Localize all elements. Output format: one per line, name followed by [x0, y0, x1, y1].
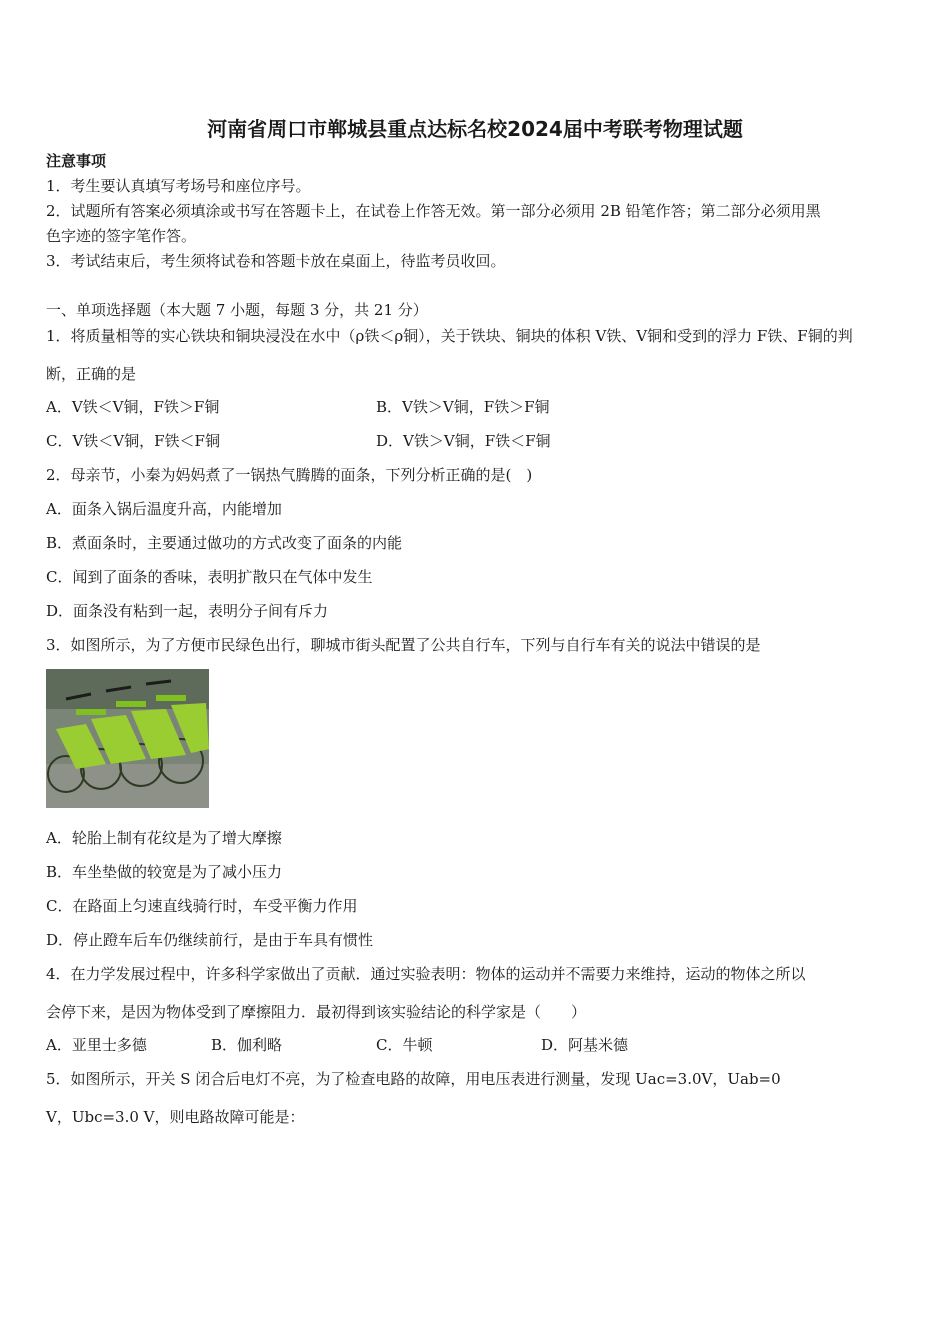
notice-item: 3．考试结束后，考生须将试卷和答题卡放在桌面上，待监考员收回。: [46, 252, 506, 270]
question-4-option-c: C．牛顿: [376, 1036, 433, 1054]
question-3-option-b: B．车坐垫做的较宽是为了减小压力: [46, 863, 283, 881]
notice-item: 1．考生要认真填写考场号和座位序号。: [46, 177, 311, 195]
question-2-option-a: A．面条入锅后温度升高，内能增加: [46, 500, 282, 518]
question-2-stem: 2．母亲节，小秦为妈妈煮了一锅热气腾腾的面条，下列分析正确的是( ): [46, 466, 533, 484]
question-5-stem-cont: V，Ubc=3.0 V，则电路故障可能是：: [46, 1108, 305, 1126]
section-heading: 一、单项选择题（本大题 7 小题，每题 3 分，共 21 分）: [46, 301, 428, 319]
question-1-option-d: D．V铁＞V铜，F铁＜F铜: [376, 432, 551, 450]
question-4-option-a: A．亚里士多德: [46, 1036, 147, 1054]
bicycle-photo: [46, 669, 209, 808]
question-1-option-c: C．V铁＜V铜，F铁＜F铜: [46, 432, 220, 450]
question-2-option-b: B．煮面条时，主要通过做功的方式改变了面条的内能: [46, 534, 403, 552]
question-5-stem: 5．如图所示，开关 S 闭合后电灯不亮，为了检查电路的故障，用电压表进行测量，发现 Uac=3.0V，Uab=0: [46, 1070, 781, 1088]
question-1-stem: 1．将质量相等的实心铁块和铜块浸没在水中（ρ铁＜ρ铜），关于铁块、铜块的体积 V铁、V铜和受到的浮力 F铁、F铜的判: [46, 327, 853, 345]
question-4-option-d: D．阿基米德: [541, 1036, 629, 1054]
question-2-option-d: D．面条没有粘到一起，表明分子间有斥力: [46, 602, 329, 620]
question-3-option-d: D．停止蹬车后车仍继续前行，是由于车具有惯性: [46, 931, 374, 949]
question-1-stem-cont: 断，正确的是: [46, 365, 137, 383]
page-title: 河南省周口市郸城县重点达标名校2024届中考联考物理试题: [207, 117, 743, 141]
notice-item: 色字迹的签字笔作答。: [46, 227, 197, 245]
question-2-option-c: C．闻到了面条的香味，表明扩散只在气体中发生: [46, 568, 373, 586]
question-3-option-a: A．轮胎上制有花纹是为了增大摩擦: [46, 829, 282, 847]
question-4-option-b: B．伽利略: [211, 1036, 283, 1054]
notice-heading: 注意事项: [46, 152, 107, 170]
question-4-stem-cont: 会停下来，是因为物体受到了摩擦阻力．最初得到该实验结论的科学家是（ ）: [46, 1003, 587, 1021]
question-3-stem: 3．如图所示，为了方便市民绿色出行，聊城市街头配置了公共自行车，下列与自行车有关的说法中错误的是: [46, 636, 761, 654]
question-1-option-b: B．V铁＞V铜，F铁＞F铜: [376, 398, 550, 416]
bicycle-photo-illustration: [46, 669, 209, 808]
notice-item: 2．试题所有答案必须填涂或书写在答题卡上，在试卷上作答无效。第一部分必须用 2B 铅笔作答；第二部分必须用黑: [46, 202, 821, 220]
question-4-stem: 4．在力学发展过程中，许多科学家做出了贡献．通过实验表明：物体的运动并不需要力来维持，运动的物体之所以: [46, 965, 806, 983]
question-1-option-a: A．V铁＜V铜，F铁＞F铜: [46, 398, 220, 416]
question-3-option-c: C．在路面上匀速直线骑行时，车受平衡力作用: [46, 897, 358, 915]
